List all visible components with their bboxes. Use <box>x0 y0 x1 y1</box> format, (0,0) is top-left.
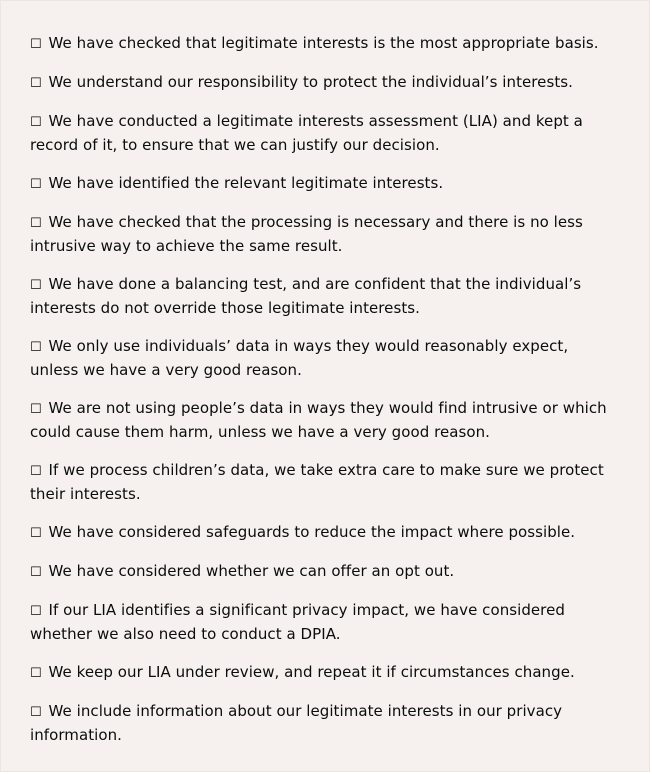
checkbox-icon[interactable]: ☐ <box>30 216 42 231</box>
list-item-text: We understand our responsibility to protect the individual’s interests. <box>48 73 573 91</box>
list-item-text: We have checked that the processing is necessary and there is no less intrusive way to achieve the same result. <box>30 213 583 255</box>
checkbox-icon[interactable]: ☐ <box>30 666 42 681</box>
list-item-text: We include information about our legitimate interests in our privacy information. <box>30 702 563 744</box>
checkbox-icon[interactable]: ☐ <box>30 464 42 479</box>
list-item <box>30 599 619 646</box>
list-item-text: If we process children’s data, we take extra care to make sure we protect their interests. <box>30 461 604 503</box>
list-item <box>30 211 619 258</box>
list-item <box>30 71 619 95</box>
list-item <box>30 521 619 545</box>
list-item-text: We keep our LIA under review, and repeat it if circumstances change. <box>48 663 575 681</box>
list-item <box>30 110 619 157</box>
checkbox-icon[interactable]: ☐ <box>30 526 42 541</box>
list-item-text: We have done a balancing test, and are confident that the individual’s interests do not override those legitimate interests. <box>30 275 582 317</box>
checkbox-icon[interactable]: ☐ <box>30 565 42 580</box>
list-item <box>30 560 619 584</box>
checkbox-icon[interactable]: ☐ <box>30 705 42 720</box>
list-item <box>30 172 619 196</box>
list-item <box>30 661 619 685</box>
checkbox-icon[interactable]: ☐ <box>30 278 42 293</box>
checkbox-icon[interactable]: ☐ <box>30 115 42 130</box>
legitimate-interests-checklist <box>1 1 649 747</box>
list-item <box>30 32 619 56</box>
list-item-text: We have considered safeguards to reduce the impact where possible. <box>48 523 576 541</box>
checkbox-icon[interactable]: ☐ <box>30 177 42 192</box>
list-item-text: If our LIA identifies a significant privacy impact, we have considered whether we also need to conduct a DPIA. <box>30 601 565 643</box>
checkbox-icon[interactable]: ☐ <box>30 76 42 91</box>
list-item <box>30 459 619 506</box>
list-item <box>30 335 619 382</box>
list-item-text: We have considered whether we can offer an opt out. <box>48 562 455 580</box>
list-item <box>30 273 619 320</box>
list-item <box>30 700 619 747</box>
list-item-text: We have checked that legitimate interests is the most appropriate basis. <box>48 34 599 52</box>
list-item-text: We have conducted a legitimate interests assessment (LIA) and kept a record of it, to ensure that we can justify our decision. <box>30 112 583 154</box>
list-item-text: We are not using people’s data in ways they would find intrusive or which could cause them harm, unless we have a very good reason. <box>30 399 607 441</box>
list-item <box>30 397 619 444</box>
checkbox-icon[interactable]: ☐ <box>30 402 42 417</box>
checkbox-icon[interactable]: ☐ <box>30 37 42 52</box>
checkbox-icon[interactable]: ☐ <box>30 604 42 619</box>
checkbox-icon[interactable]: ☐ <box>30 340 42 355</box>
list-item-text: We have identified the relevant legitimate interests. <box>48 174 444 192</box>
list-item-text: We only use individuals’ data in ways they would reasonably expect, unless we have a very good reason. <box>30 337 569 379</box>
